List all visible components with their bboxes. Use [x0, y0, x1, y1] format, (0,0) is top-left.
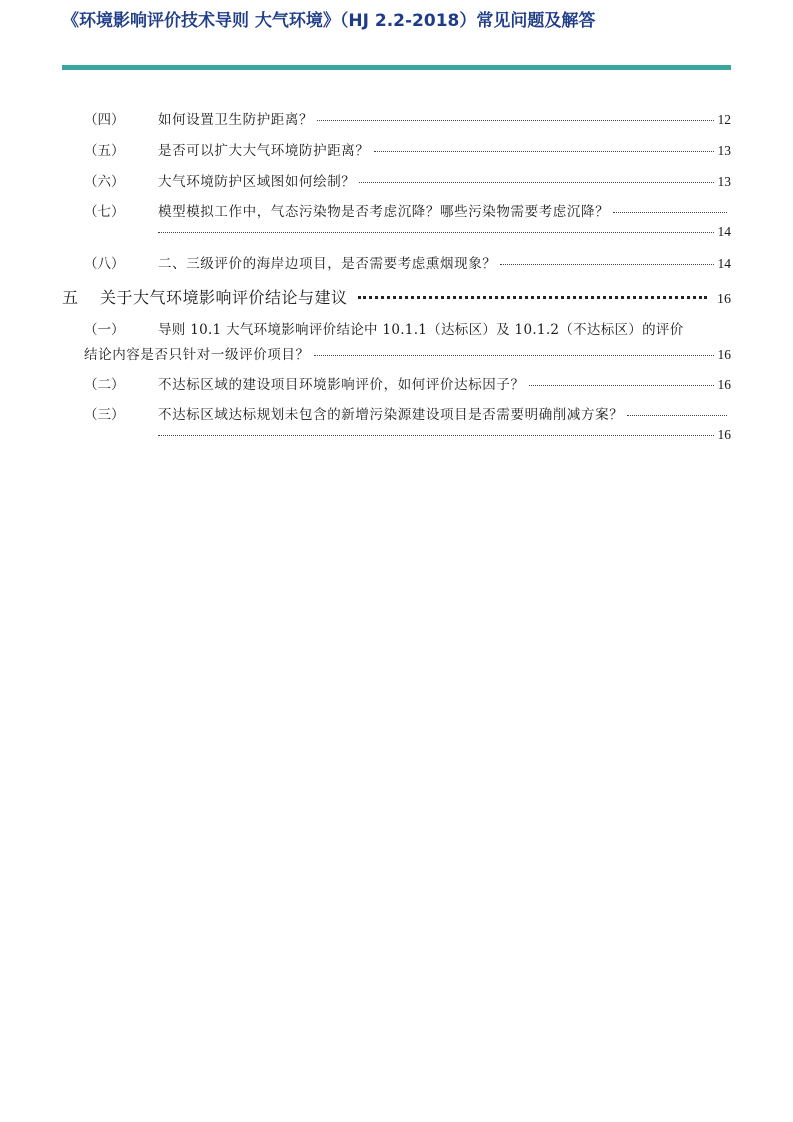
toc-leader-dots — [358, 296, 707, 299]
toc-entry-number: （三） — [84, 407, 125, 423]
toc-entry[interactable] — [84, 108, 731, 128]
toc-entry-title: 大气环境防护区域图如何绘制？ — [158, 174, 356, 190]
toc-entry[interactable] — [84, 403, 731, 423]
toc-leader-dots — [359, 181, 713, 183]
toc-entry-title-continued: 结论内容是否只针对一级评价项目？ — [84, 347, 310, 363]
toc-entry-page: 13 — [717, 143, 731, 158]
toc-entry-page: 13 — [717, 174, 731, 189]
toc-entry-number: （七） — [84, 204, 125, 220]
toc-entry-continuation[interactable] — [84, 343, 731, 363]
toc-leader-dots — [158, 231, 714, 233]
toc-leader-dots — [627, 414, 727, 416]
toc-entry-number: （六） — [84, 174, 125, 190]
toc-entry-number: （八） — [84, 256, 125, 272]
toc-leader-dots — [158, 434, 714, 436]
toc-leader-dots — [529, 384, 714, 386]
toc-entry-number: （一） — [84, 322, 125, 338]
toc-entry[interactable] — [84, 170, 731, 190]
toc-entry[interactable] — [84, 200, 731, 220]
toc-entry-title: 二、三级评价的海岸边项目，是否需要考虑熏烟现象？ — [158, 256, 497, 272]
toc-entry-page: 12 — [717, 112, 731, 127]
toc-entry-number: （四） — [84, 112, 125, 128]
toc-entry-page: 14 — [717, 224, 731, 239]
toc-entry-continuation[interactable] — [158, 224, 731, 240]
toc-entry-title: 导则 10.1 大气环境影响评价结论中 10.1.1（达标区）及 10.1.2（不达标区）的评价 — [158, 322, 684, 338]
toc-entry[interactable] — [84, 139, 731, 159]
toc-chapter-heading[interactable] — [62, 285, 731, 308]
document-header-title: 《环境影响评价技术导则 大气环境》（HJ 2.2-2018）常见问题及解答 — [62, 11, 596, 31]
toc-chapter-number: 五 — [62, 288, 79, 307]
toc-entry[interactable] — [84, 318, 731, 338]
toc-leader-dots — [613, 211, 727, 213]
toc-entry-page: 14 — [717, 256, 731, 271]
toc-chapter-page: 16 — [717, 292, 731, 307]
toc-entry-continuation[interactable] — [158, 427, 731, 443]
toc-entry-title: 是否可以扩大大气环境防护距离？ — [158, 143, 370, 159]
toc-entry-title: 不达标区域达标规划未包含的新增污染源建设项目是否需要明确削减方案？ — [158, 407, 624, 423]
toc-entry-page: 16 — [717, 377, 731, 392]
toc-leader-dots — [314, 354, 714, 356]
toc-leader-dots — [500, 263, 713, 265]
toc-entry-title: 不达标区域的建设项目环境影响评价，如何评价达标因子？ — [158, 377, 525, 393]
toc-chapter-title: 关于大气环境影响评价结论与建议 — [100, 288, 348, 307]
toc-entry-number: （二） — [84, 377, 125, 393]
toc-leader-dots — [374, 150, 714, 152]
toc-entry-title: 如何设置卫生防护距离？ — [158, 112, 314, 128]
header-divider — [62, 65, 731, 70]
toc-entry[interactable] — [84, 252, 731, 272]
toc-entry-page: 16 — [717, 427, 731, 442]
toc-leader-dots — [317, 119, 713, 121]
toc-entry-page: 16 — [717, 347, 731, 362]
toc-entry[interactable] — [84, 373, 731, 393]
toc-entry-title: 模型模拟工作中，气态污染物是否考虑沉降？哪些污染物需要考虑沉降？ — [158, 204, 610, 220]
toc-entry-number: （五） — [84, 143, 125, 159]
